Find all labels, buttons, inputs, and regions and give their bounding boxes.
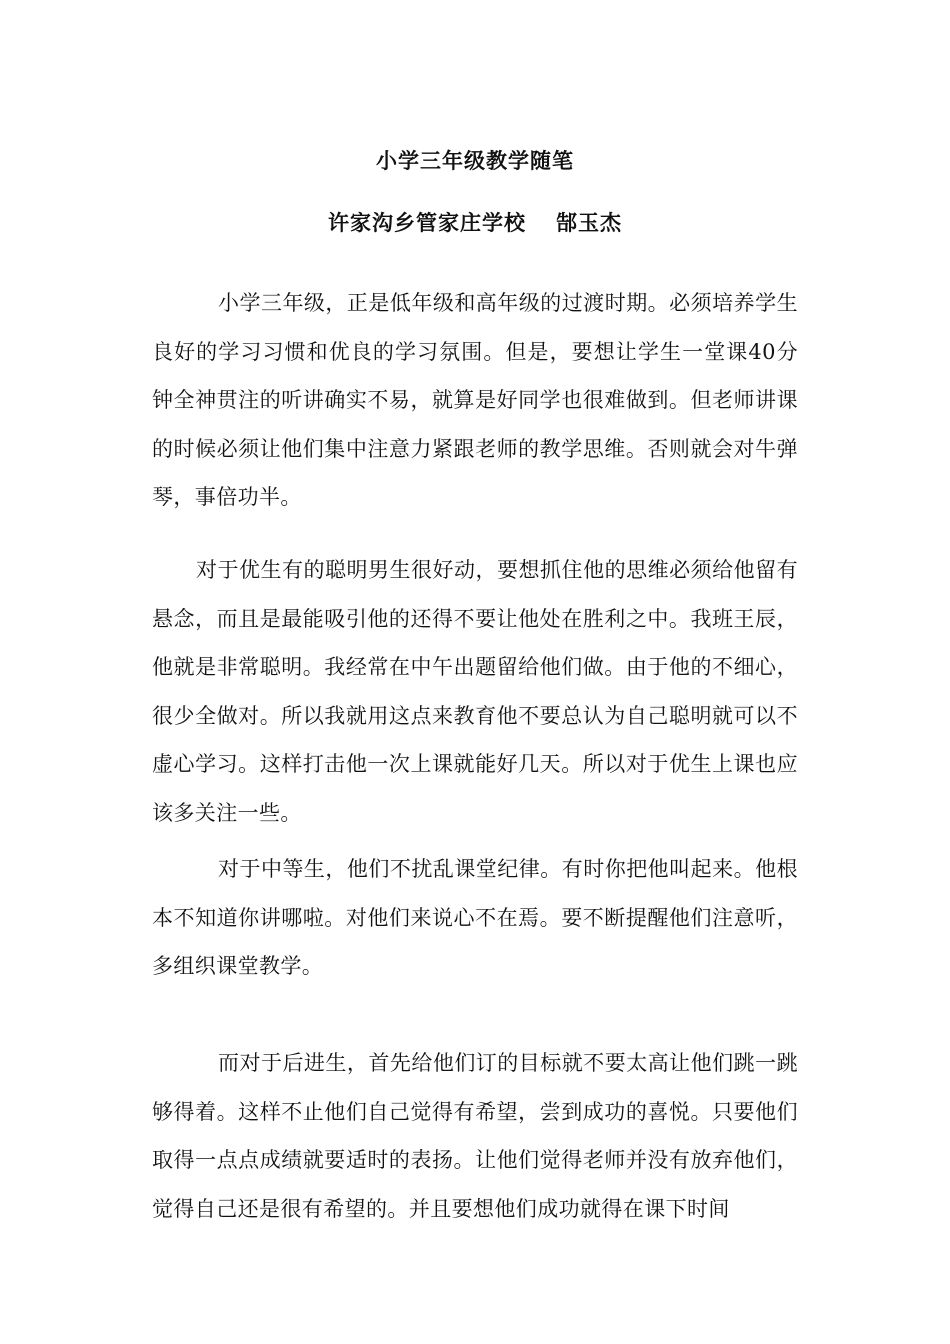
- body-paragraph: 对于中等生，他们不扰乱课堂纪律。有时你把他叫起来。他根本不知道你讲哪啦。对他们来说心不在焉。要不断提醒他们注意听，多组织课堂教学。: [152, 857, 798, 978]
- author-line: [0, 208, 950, 238]
- author-school: 许家沟乡管家庄学校: [328, 210, 526, 235]
- document-title: 小学三年级教学随笔: [376, 148, 574, 173]
- body-paragraph: 对于优生有的聪明男生很好动，要想抓住他的思维必须给他留有悬念，而且是最能吸引他的还得不要让他处在胜利之中。我班王辰，他就是非常聪明。我经常在中午出题留给他们做。由于他的不细心，很少全做对。所以我就用这点来教育他不要总认为自己聪明就可以不虚心学习。这样打击他一次上课就能好几天。所以对于优生上课也应该多关注一些。: [152, 558, 798, 825]
- author-name: 郜玉杰: [556, 210, 622, 235]
- body-paragraph: 而对于后进生，首先给他们订的目标就不要太高让他们跳一跳够得着。这样不止他们自己觉得有希望，尝到成功的喜悦。只要他们取得一点点成绩就要适时的表扬。让他们觉得老师并没有放弃他们，觉得自己还是很有希望的。并且要想他们成功就得在课下时间: [152, 1051, 798, 1221]
- body-paragraph: 小学三年级，正是低年级和高年级的过渡时期。必须培养学生良好的学习习惯和优良的学习氛围。但是，要想让学生一堂课40分钟全神贯注的听讲确实不易，就算是好同学也很难做到。但老师讲课的时候必须让他们集中注意力紧跟老师的教学思维。否则就会对牛弹琴，事倍功半。: [152, 291, 798, 509]
